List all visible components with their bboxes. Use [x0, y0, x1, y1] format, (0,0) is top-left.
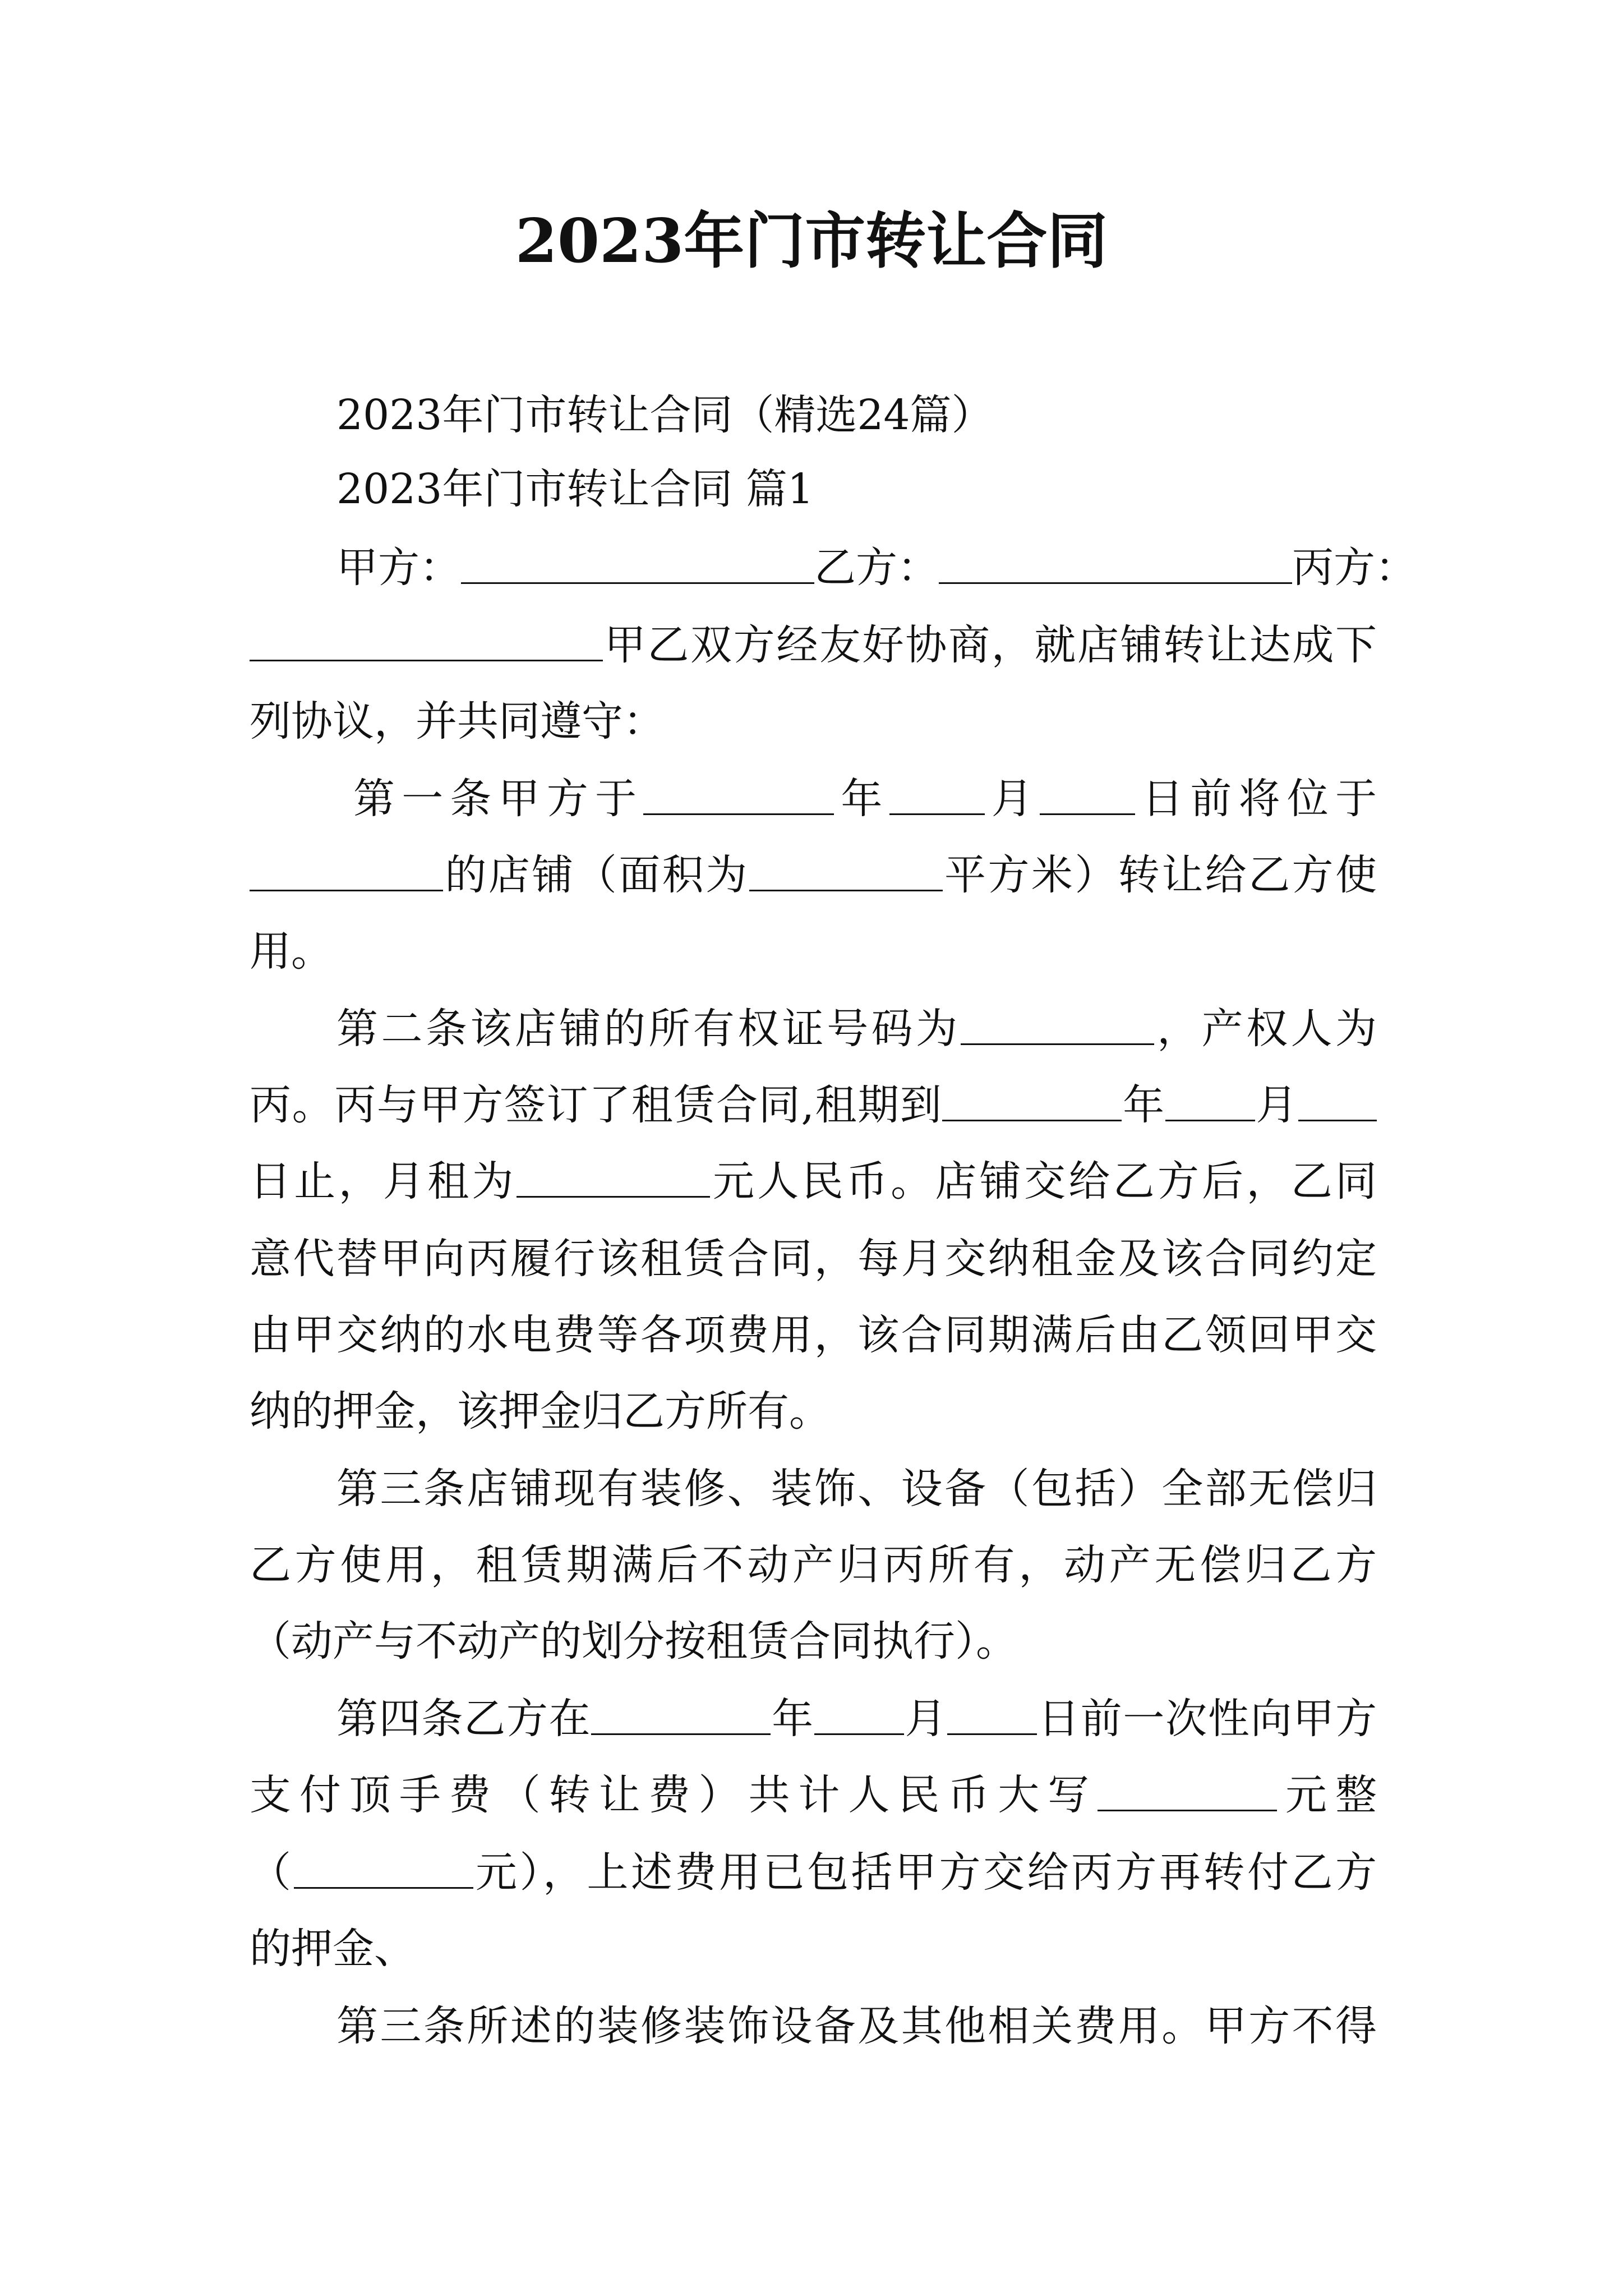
month-blank [1165, 1082, 1255, 1121]
text-span: 丙。丙与甲方签订了租赁合同,租期到 [250, 1081, 943, 1129]
paragraph-line: 由甲交纳的水电费等各项费用，该合同期满后由乙领回甲交 [250, 1311, 1377, 1359]
amount-words-blank [1098, 1772, 1277, 1811]
certificate-blank [961, 1006, 1154, 1045]
text-span: 元人民币。店铺交给乙方后，乙同 [709, 1157, 1377, 1205]
text-span: 支付顶手费（转让费）共计人民币大写 [250, 1771, 1098, 1819]
text-span: 第四条乙方在 [336, 1695, 592, 1743]
paragraph-line: 纳的押金，该押金归乙方所有。 [250, 1387, 831, 1435]
area-blank [749, 852, 943, 891]
year-blank [942, 1082, 1122, 1121]
text-span: 年 [834, 775, 889, 823]
year-blank [591, 1696, 771, 1735]
paragraph-line [250, 1071, 1377, 1139]
party-b-blank [939, 545, 1292, 584]
paragraph-line [336, 995, 1377, 1062]
text-span: 第二条该店铺的所有权证号码为 [336, 1005, 961, 1053]
month-blank [814, 1696, 904, 1735]
party-c-label: 丙方： [1292, 544, 1417, 592]
text-span: 月 [903, 1695, 948, 1743]
year-blank [643, 776, 834, 815]
paragraph-line [250, 611, 1377, 679]
text-span: 的店铺（面积为 [443, 851, 749, 899]
paragraph-line: 乙方使用，租赁期满后不动产归丙所有，动产无偿归乙方 [250, 1541, 1377, 1589]
document-subtitle: 2023年门市转让合同（精选24篇） [336, 391, 993, 439]
text-span: 甲乙双方经友好协商，就店铺转让达成下 [603, 621, 1377, 669]
paragraph-line: （动产与不动产的划分按租赁合同执行）。 [250, 1617, 1017, 1665]
text-span: （ [250, 1848, 294, 1897]
text-span: 日止，月租为 [250, 1157, 517, 1205]
text-span: 第一条甲方于 [353, 775, 644, 823]
text-span: 元整 [1277, 1771, 1377, 1819]
party-b-label: 乙方： [814, 544, 939, 592]
day-blank [1298, 1082, 1377, 1121]
party-c-blank [250, 622, 603, 661]
amount-number-blank [294, 1849, 473, 1889]
paragraph-line [336, 1685, 1377, 1752]
paragraph-line: 第三条所述的装修装饰设备及其他相关费用。甲方不得 [336, 2002, 1377, 2050]
day-blank [1040, 776, 1135, 815]
text-span: 元），上述费用已包括甲方交给丙方再转付乙方 [473, 1848, 1377, 1897]
paragraph-line [250, 1761, 1377, 1829]
text-span: 月 [1255, 1081, 1299, 1129]
paragraph-line: 用。 [250, 927, 333, 976]
rent-blank [517, 1158, 710, 1198]
paragraph-line [250, 1148, 1377, 1215]
parties-line [336, 534, 1417, 601]
paragraph-line: 的押金、 [250, 1925, 416, 1973]
text-span: 月 [984, 775, 1040, 823]
paragraph-line [250, 1839, 1377, 1906]
chapter-heading: 2023年门市转让合同 篇1 [336, 465, 814, 513]
paragraph-line: 列协议，并共同遵守： [250, 697, 665, 746]
paragraph-line [250, 841, 1377, 909]
day-blank [947, 1696, 1037, 1735]
paragraph-line: 第三条店铺现有装修、装饰、设备（包括）全部无偿归 [336, 1465, 1377, 1513]
text-span: ，产权人为 [1154, 1005, 1377, 1053]
text-span: 年 [771, 1695, 814, 1743]
text-span: 日前一次性向甲方 [1037, 1695, 1377, 1743]
text-span: 年 [1122, 1081, 1165, 1129]
month-blank [889, 776, 985, 815]
location-blank [250, 852, 443, 891]
party-a-blank [461, 545, 814, 584]
paragraph-line: 意代替甲向丙履行该租赁合同，每月交纳租金及该合同约定 [250, 1235, 1377, 1283]
text-span: 日前将位于 [1135, 775, 1377, 823]
document-title: 2023年门市转让合同 [515, 206, 1108, 277]
text-span: 平方米）转让给乙方使 [942, 851, 1377, 899]
party-a-label: 甲方： [336, 544, 461, 592]
paragraph-line [353, 765, 1377, 832]
